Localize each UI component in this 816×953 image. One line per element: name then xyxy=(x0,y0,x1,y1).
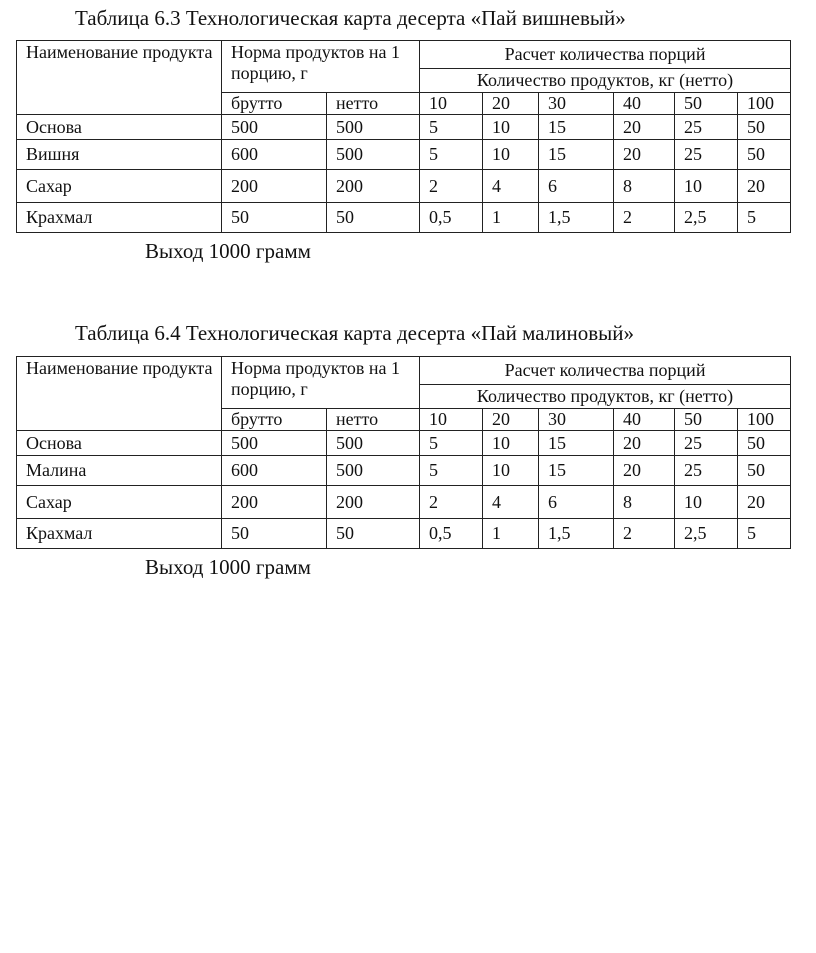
qty-value: 10 xyxy=(675,170,738,203)
qty-value: 5 xyxy=(420,115,483,140)
qty-value: 20 xyxy=(614,140,675,170)
qty-value: 10 xyxy=(483,115,539,140)
tech-card-table xyxy=(16,356,791,549)
qty-value: 15 xyxy=(539,140,614,170)
header-portion: 100 xyxy=(738,409,791,431)
qty-value: 20 xyxy=(738,486,791,519)
netto-value: 500 xyxy=(327,431,420,456)
header-portion: 50 xyxy=(675,93,738,115)
table-caption: Таблица 6.3 Технологическая карта десерта «Пай вишневый» xyxy=(75,6,626,30)
table-row xyxy=(17,456,791,486)
qty-value: 2,5 xyxy=(675,203,738,233)
netto-value: 500 xyxy=(327,115,420,140)
qty-value: 1 xyxy=(483,203,539,233)
qty-value: 1,5 xyxy=(539,203,614,233)
qty-value: 15 xyxy=(539,456,614,486)
qty-value: 2 xyxy=(614,519,675,549)
header-qty: Количество продуктов, кг (нетто) xyxy=(420,385,791,409)
qty-value: 2,5 xyxy=(675,519,738,549)
qty-value: 20 xyxy=(614,431,675,456)
table-row xyxy=(17,140,791,170)
table-row xyxy=(17,203,791,233)
product-name: Основа xyxy=(17,115,222,140)
qty-value: 10 xyxy=(483,140,539,170)
qty-value: 2 xyxy=(614,203,675,233)
header-norm: Норма продуктов на 1 порцию, г xyxy=(222,41,420,93)
product-name: Сахар xyxy=(17,486,222,519)
qty-value: 20 xyxy=(738,170,791,203)
netto-value: 200 xyxy=(327,486,420,519)
qty-value: 0,5 xyxy=(420,203,483,233)
header-portion: 100 xyxy=(738,93,791,115)
brutto-value: 200 xyxy=(222,486,327,519)
qty-value: 5 xyxy=(420,431,483,456)
header-brutto: брутто xyxy=(222,93,327,115)
table-caption: Таблица 6.4 Технологическая карта десерта «Пай малиновый» xyxy=(75,321,634,345)
table-row xyxy=(17,115,791,140)
netto-value: 50 xyxy=(327,203,420,233)
qty-value: 10 xyxy=(675,486,738,519)
header-portion: 10 xyxy=(420,409,483,431)
qty-value: 4 xyxy=(483,170,539,203)
header-portion: 50 xyxy=(675,409,738,431)
table-row xyxy=(17,486,791,519)
qty-value: 25 xyxy=(675,140,738,170)
header-portion: 20 xyxy=(483,409,539,431)
netto-value: 500 xyxy=(327,456,420,486)
qty-value: 25 xyxy=(675,431,738,456)
qty-value: 25 xyxy=(675,115,738,140)
qty-value: 20 xyxy=(614,115,675,140)
brutto-value: 500 xyxy=(222,115,327,140)
qty-value: 20 xyxy=(614,456,675,486)
netto-value: 200 xyxy=(327,170,420,203)
header-netto: нетто xyxy=(327,409,420,431)
brutto-value: 600 xyxy=(222,456,327,486)
header-portion: 30 xyxy=(539,409,614,431)
header-calc: Расчет количества порций xyxy=(420,41,791,69)
header-norm: Норма продуктов на 1 порцию, г xyxy=(222,357,420,409)
qty-value: 50 xyxy=(738,431,791,456)
qty-value: 4 xyxy=(483,486,539,519)
qty-value: 5 xyxy=(738,519,791,549)
header-product: Наименование продукта xyxy=(17,357,222,431)
qty-value: 2 xyxy=(420,170,483,203)
brutto-value: 200 xyxy=(222,170,327,203)
header-portion: 40 xyxy=(614,409,675,431)
brutto-value: 50 xyxy=(222,203,327,233)
qty-value: 5 xyxy=(738,203,791,233)
brutto-value: 500 xyxy=(222,431,327,456)
header-portion: 20 xyxy=(483,93,539,115)
qty-value: 8 xyxy=(614,170,675,203)
qty-value: 10 xyxy=(483,456,539,486)
tech-card-table xyxy=(16,40,791,233)
header-portion: 40 xyxy=(614,93,675,115)
qty-value: 8 xyxy=(614,486,675,519)
output-note: Выход 1000 грамм xyxy=(145,555,311,579)
qty-value: 6 xyxy=(539,486,614,519)
netto-value: 50 xyxy=(327,519,420,549)
qty-value: 10 xyxy=(483,431,539,456)
table-row xyxy=(17,170,791,203)
qty-value: 15 xyxy=(539,431,614,456)
header-calc: Расчет количества порций xyxy=(420,357,791,385)
header-qty: Количество продуктов, кг (нетто) xyxy=(420,69,791,93)
product-name: Крахмал xyxy=(17,203,222,233)
qty-value: 50 xyxy=(738,115,791,140)
brutto-value: 50 xyxy=(222,519,327,549)
netto-value: 500 xyxy=(327,140,420,170)
header-brutto: брутто xyxy=(222,409,327,431)
qty-value: 2 xyxy=(420,486,483,519)
qty-value: 0,5 xyxy=(420,519,483,549)
qty-value: 25 xyxy=(675,456,738,486)
qty-value: 50 xyxy=(738,140,791,170)
header-product: Наименование продукта xyxy=(17,41,222,115)
header-portion: 10 xyxy=(420,93,483,115)
output-note: Выход 1000 грамм xyxy=(145,239,311,263)
product-name: Вишня xyxy=(17,140,222,170)
qty-value: 50 xyxy=(738,456,791,486)
product-name: Малина xyxy=(17,456,222,486)
qty-value: 5 xyxy=(420,456,483,486)
qty-value: 1 xyxy=(483,519,539,549)
qty-value: 5 xyxy=(420,140,483,170)
product-name: Крахмал xyxy=(17,519,222,549)
table-row xyxy=(17,431,791,456)
brutto-value: 600 xyxy=(222,140,327,170)
header-netto: нетто xyxy=(327,93,420,115)
qty-value: 15 xyxy=(539,115,614,140)
product-name: Основа xyxy=(17,431,222,456)
qty-value: 1,5 xyxy=(539,519,614,549)
product-name: Сахар xyxy=(17,170,222,203)
table-row xyxy=(17,519,791,549)
header-portion: 30 xyxy=(539,93,614,115)
qty-value: 6 xyxy=(539,170,614,203)
